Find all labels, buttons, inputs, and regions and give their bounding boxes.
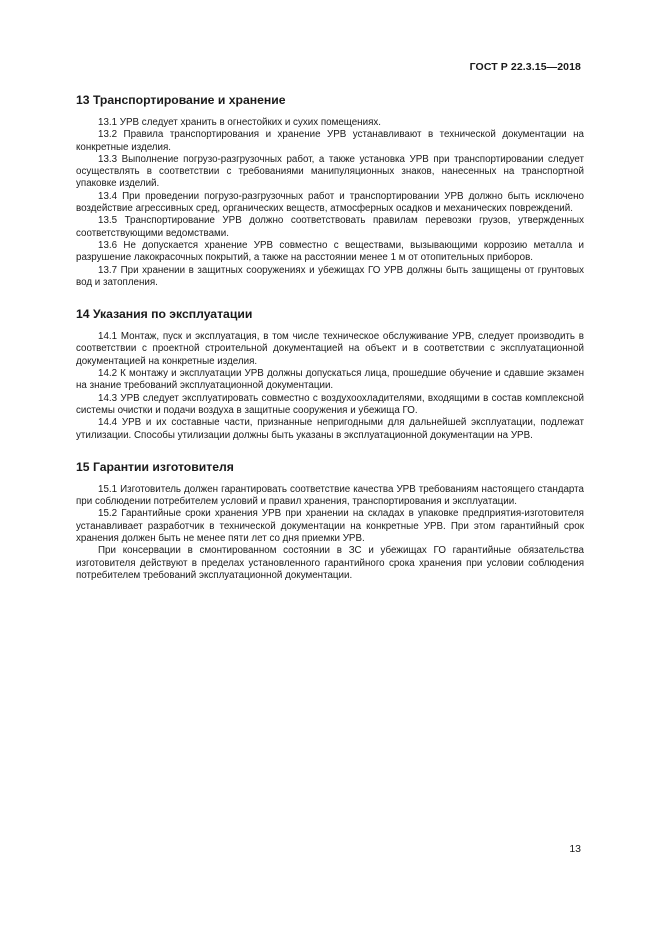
paragraph: 13.7 При хранении в защитных сооружениях и убежищах ГО УРВ должны быть защищены от грунтовых вод и затопления. [76,264,584,288]
page-number: 13 [569,843,581,855]
paragraph: 13.1 УРВ следует хранить в огнестойких и сухих помещениях. [98,117,381,128]
section-13 [76,92,584,289]
section-title: 13 Транспортирование и хранение [76,93,286,107]
paragraph: 13.3 Выполнение погрузо-разгрузочных работ, а также установка УРВ при транспортировании следует осуществлять в соответствии с требованиями манипуляционных знаков, нанесенных на транспортной упаковке изделий. [76,153,584,190]
paragraph: 14.1 Монтаж, пуск и эксплуатация, в том числе техническое обслуживание УРВ, следует производить в соответствии с проектной строительной документацией на объект и в соответствии с эксплуатационной документацией на конкретные изделия. [76,331,584,367]
paragraph: 13.6 Не допускается хранение УРВ совместно с веществами, вызывающими коррозию металла и разрушение лакокрасочных покрытий, а также на расстоянии менее 1 м от отопительных приборов. [76,239,584,264]
paragraph: 13.4 При проведении погрузо-разгрузочных работ и транспортировании УРВ должно быть исключено воздействие агрессивных сред, органических веществ, атмосферных осадков и механических повреждений. [76,190,584,215]
section-15 [76,459,584,582]
paragraph: 14.4 УРВ и их составные части, признанные непригодными для дальнейшей эксплуатации, подлежат утилизации. Способы утилизации должны быть указаны в эксплуатационной документации на УРВ. [76,417,584,441]
document-code: ГОСТ Р 22.3.15—2018 [469,61,581,73]
paragraph: 13.2 Правила транспортирования и хранение УРВ устанавливают в технической документации на конкретные изделия. [76,129,584,153]
section-14 [76,306,584,442]
paragraph: 15.1 Изготовитель должен гарантировать соответствие качества УРВ требованиям настоящего стандарта при соблюдении потребителем условий и правил хранения, транспортирования и эксплуатации. [76,483,584,508]
paragraph: 13.5 Транспортирование УРВ должно соответствовать правилам перевозки грузов, утвержденных соответствующими ведомствами. [76,215,584,239]
paragraph: 14.3 УРВ следует эксплуатировать совместно с воздухоохладителями, входящими в состав комплексной системы очистки и подачи воздуха в защитные сооружения и убежища ГО. [76,392,584,416]
document-body [76,92,584,599]
section-title: 14 Указания по эксплуатации [76,307,253,322]
paragraph: 14.2 К монтажу и эксплуатации УРВ должны допускаться лица, прошедшие обучение и сдавшие экзамен на знание требований эксплуатационной документации. [76,368,584,392]
paragraph: 15.2 Гарантийные сроки хранения УРВ при хранении на складах в упаковке предприятия-изготовителя устанавливает разработчик в технической документации на конкретные УРВ. При этом гарантийный срок хранения должен быть не менее пяти лет со дня приемки УРВ. [76,508,584,545]
paragraph: При консервации в смонтированном состоянии в ЗС и убежищах ГО гарантийные обязательства изготовителя действуют в пределах установленного гарантийного срока хранения при условии соблюдения потребителем требований эксплуатационной документации. [76,545,584,581]
section-title: 15 Гарантии изготовителя [76,459,234,474]
